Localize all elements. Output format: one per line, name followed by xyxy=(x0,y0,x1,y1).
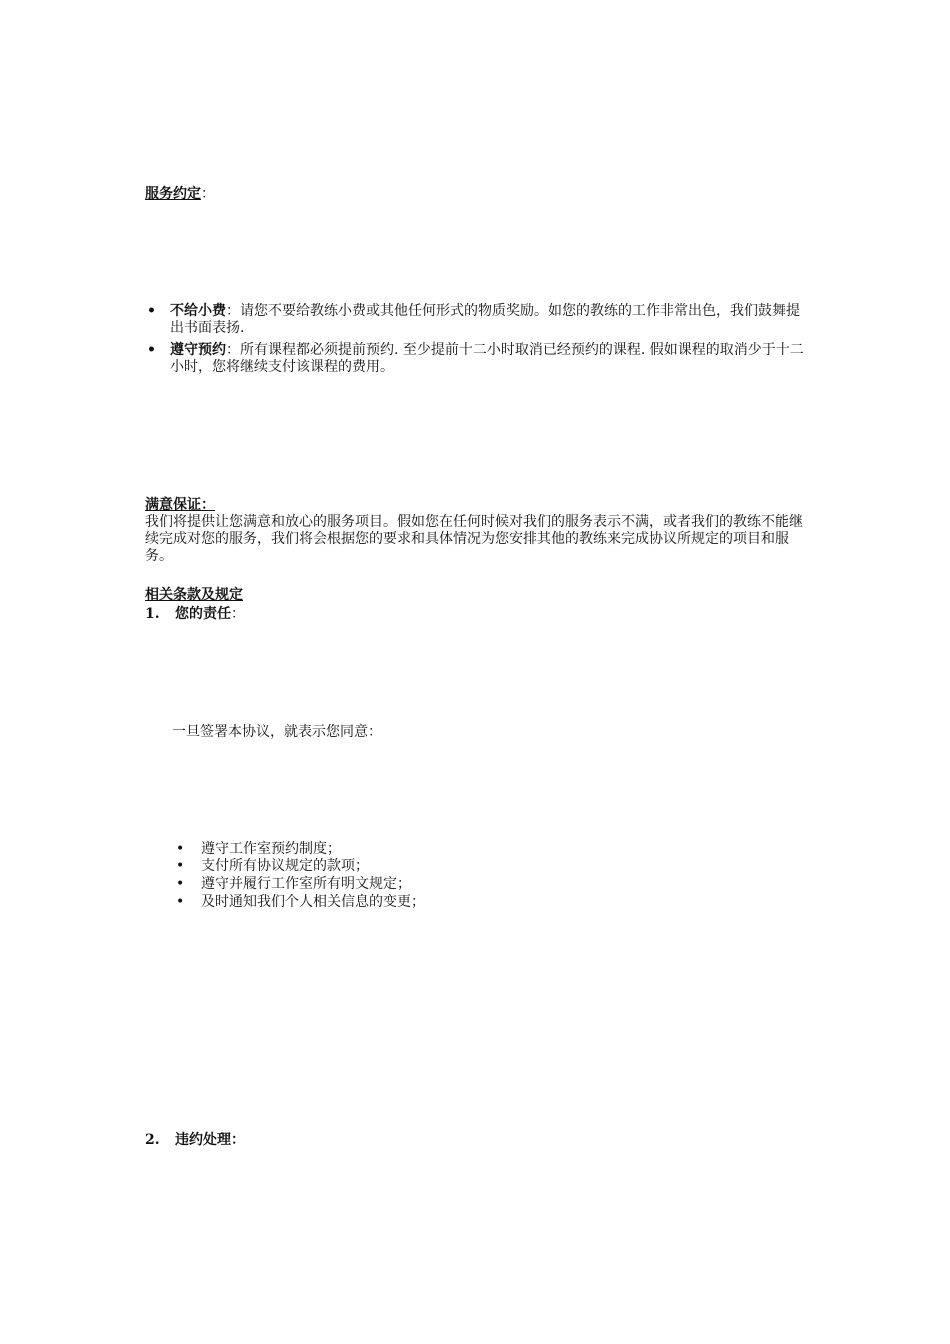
agreement-statement: 一旦签署本协议，就表示您同意： xyxy=(172,724,382,740)
bullet-icon: • xyxy=(176,894,185,910)
service-terms-heading-line xyxy=(145,186,215,202)
section-number: 2. xyxy=(145,1132,160,1148)
obligation-text: 及时通知我们个人相关信息的变更； xyxy=(201,894,425,910)
service-item-title: 遵守预约 xyxy=(170,342,226,358)
bullet-icon: • xyxy=(147,342,156,358)
section-title: 违约处理： xyxy=(175,1132,245,1148)
service-item-text: ：所有课程都必须提前预约. 至少提前十二小时取消已经预约的课程. 假如课程的取消少于十二小时，您将继续支付该课程的费用。 xyxy=(170,342,804,375)
obligation-text: 遵守并履行工作室所有明文规定； xyxy=(201,876,411,892)
bullet-icon: • xyxy=(176,858,185,874)
service-item-title: 不给小费 xyxy=(170,303,226,319)
service-terms-colon: ： xyxy=(201,186,215,202)
terms-heading: 相关条款及规定 xyxy=(145,587,243,603)
service-terms-heading: 服务约定 xyxy=(145,186,201,202)
section-title: 您的责任 xyxy=(175,606,231,622)
section-number: 1. xyxy=(145,606,160,622)
obligation-text: 支付所有协议规定的款项； xyxy=(201,858,369,874)
obligation-text: 遵守工作室预约制度； xyxy=(201,841,341,857)
satisfaction-body: 我们将提供让您满意和放心的服务项目。假如您在任何时候对我们的服务表示不满，或者我们的教练不能继续完成对您的服务，我们将会根据您的要求和具体情况为您安排其他的教练来完成协议所规定的项目和服务。 xyxy=(145,514,803,564)
service-item-text: ：请您不要给教练小费或其他任何形式的物质奖励。如您的教练的工作非常出色，我们鼓舞提出书面表扬. xyxy=(170,303,800,336)
bullet-icon: • xyxy=(176,841,185,857)
bullet-icon: • xyxy=(147,303,156,319)
section-colon: ： xyxy=(231,606,245,622)
bullet-icon: • xyxy=(176,876,185,892)
satisfaction-heading: 满意保证： xyxy=(145,497,215,513)
